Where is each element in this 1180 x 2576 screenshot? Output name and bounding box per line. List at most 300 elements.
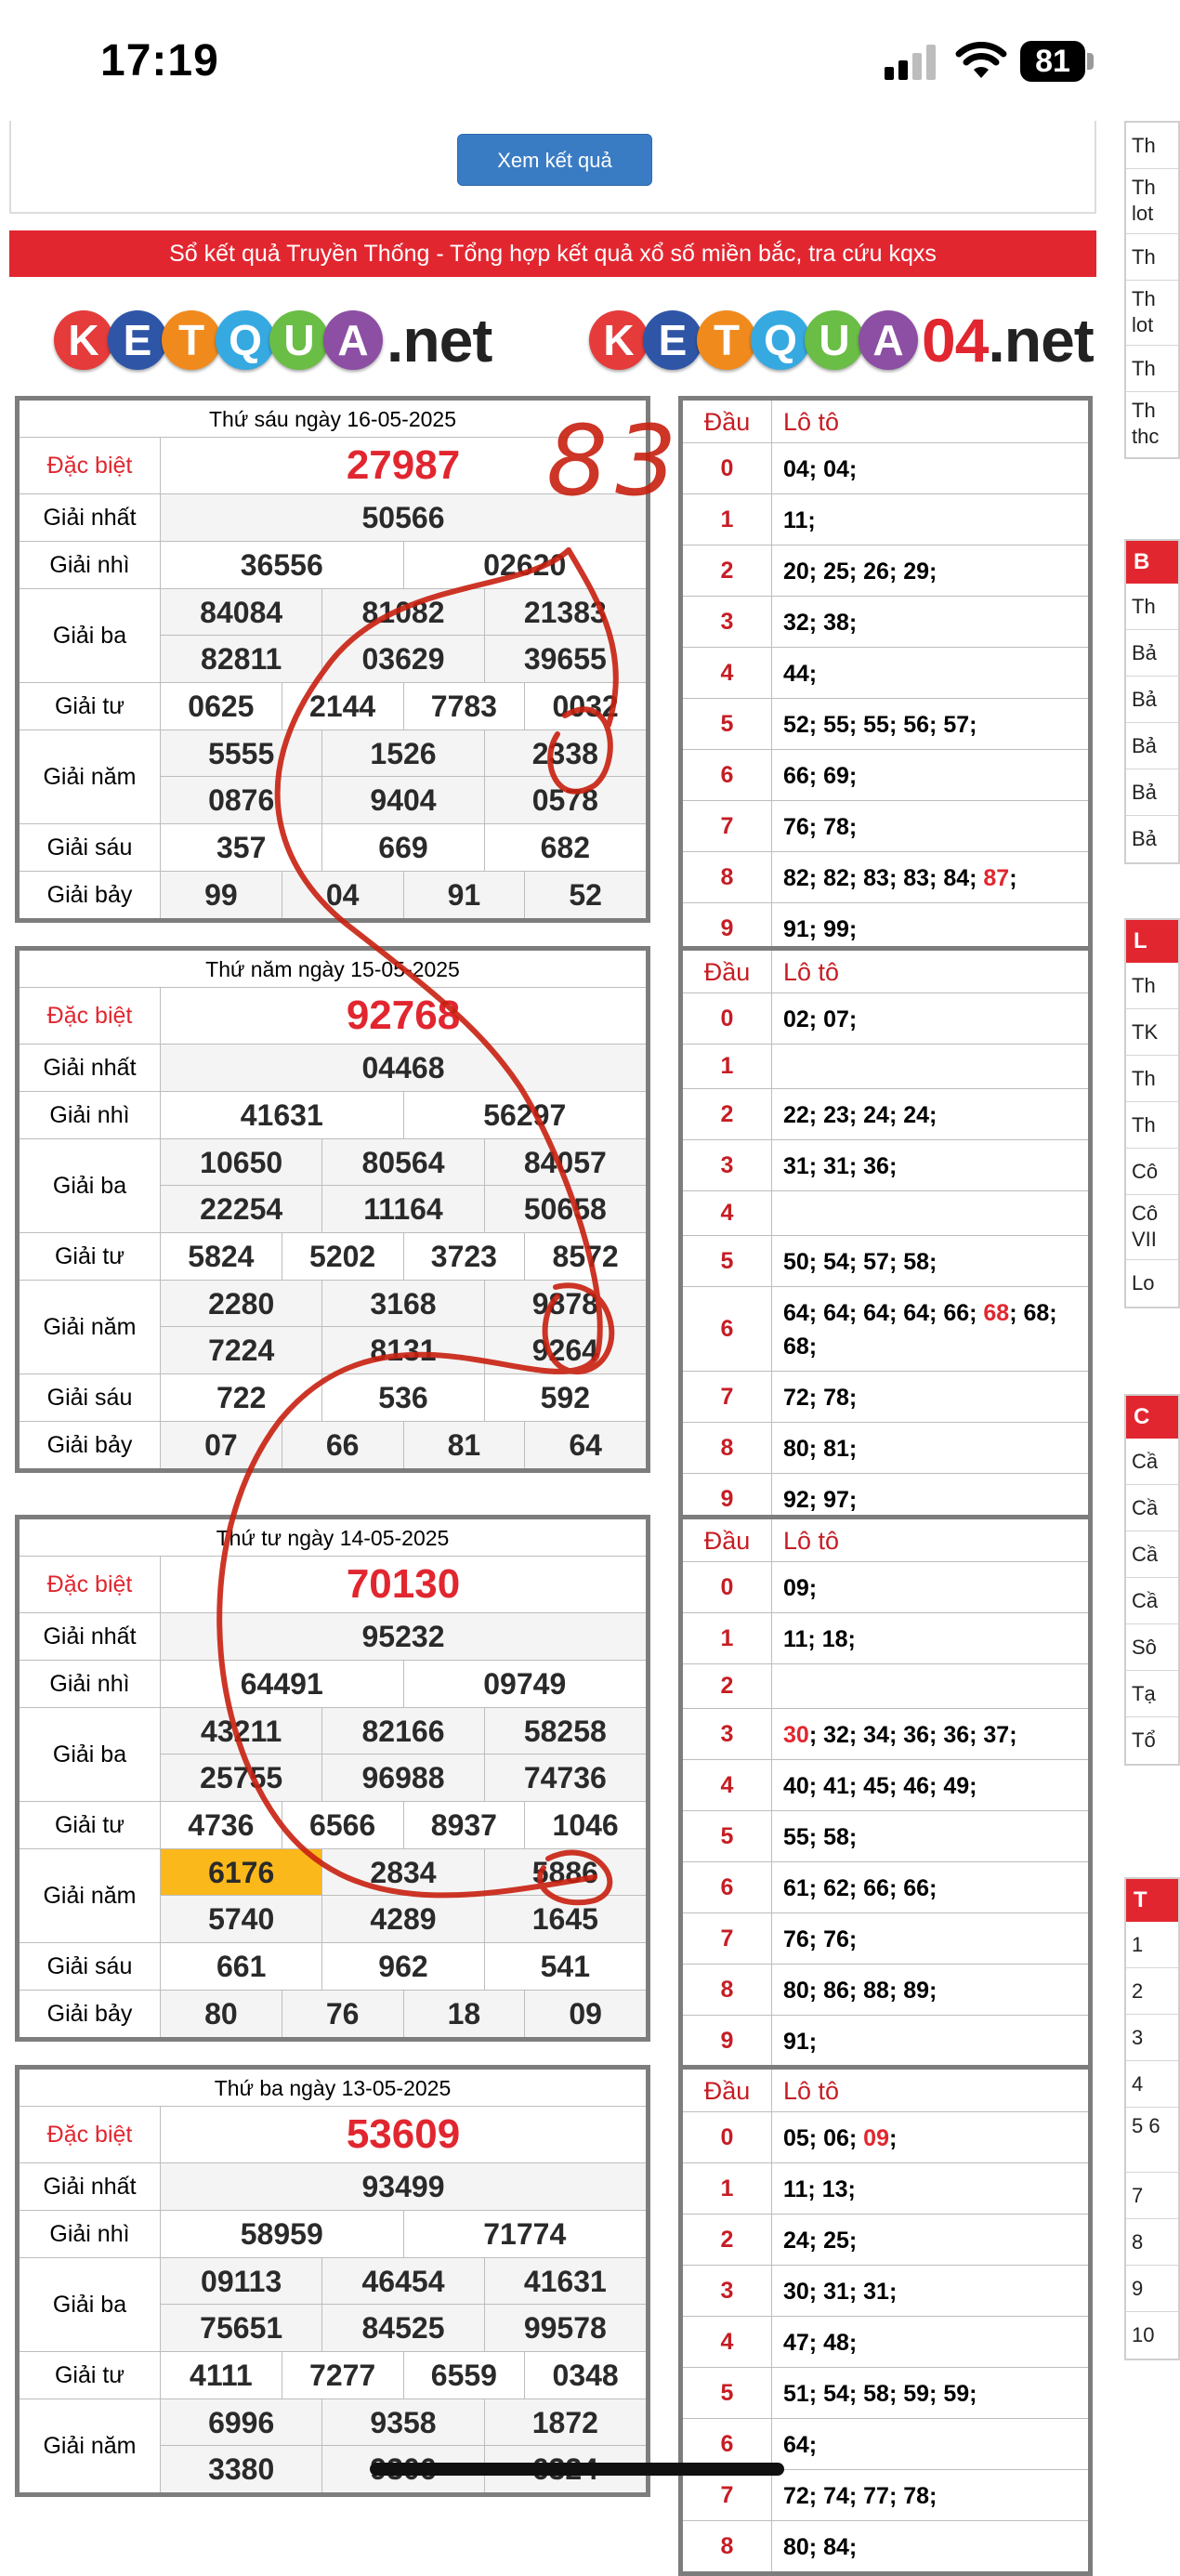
battery-icon: [1020, 41, 1095, 82]
prize-number: 75651: [161, 2305, 322, 2351]
prize-number: 03629: [322, 636, 484, 682]
sidebar-heading: C: [1126, 1396, 1178, 1439]
loto-head-digit: 7: [683, 801, 772, 851]
loto-values: 30; 32; 34; 36; 36; 37;: [783, 1722, 1017, 1748]
status-bar: [0, 0, 1154, 121]
prize-number: 58258: [523, 1715, 607, 1748]
prize-number: 669: [322, 824, 484, 871]
loto-head-digit: 4: [683, 1191, 772, 1235]
prize-number: 722: [161, 1374, 322, 1421]
loto-row: [683, 2215, 1088, 2266]
prize-number: 71774: [483, 2217, 567, 2251]
prize-number: 0032: [552, 690, 619, 723]
sidebar-link[interactable]: Cầ: [1126, 1439, 1178, 1485]
prize-row-fourth: [20, 683, 646, 730]
prize-number: 99578: [523, 2311, 607, 2345]
logo-letter: E: [108, 310, 167, 370]
loto-head-digit: 8: [683, 1965, 772, 2015]
loto-head-digit: 6: [683, 1862, 772, 1912]
loto-header: [683, 401, 1088, 443]
prize-row-fifth: [20, 1281, 646, 1374]
prize-number: 41631: [161, 1092, 404, 1138]
prize-number: 82166: [322, 1708, 484, 1754]
loto-values: 76; 76;: [783, 1926, 858, 1952]
loto-values: 02; 07;: [783, 1006, 858, 1032]
loto-values: 11; 13;: [783, 2176, 856, 2202]
loto-values: 64; 64; 64; 64; 66; 68; 68; 68;: [783, 1300, 1057, 1360]
prize-number: 41631: [523, 2265, 607, 2298]
prize-row-second: [20, 542, 646, 589]
loto-head-digit: 2: [683, 1664, 772, 1708]
highlighted-loto: 30: [783, 1722, 809, 1748]
prize-row-special: [20, 988, 646, 1045]
prize-label: Giải tư: [20, 2352, 161, 2399]
prize-label: Giải bảy: [20, 1422, 161, 1468]
prize-number: 9404: [322, 777, 484, 823]
sidebar-box: [1124, 918, 1180, 1308]
sidebar-link[interactable]: Th thc: [1132, 399, 1160, 448]
prize-row-sixth: [20, 1943, 646, 1991]
prize-number: 9358: [322, 2399, 484, 2445]
prize-row-fifth: [20, 1849, 646, 1943]
prize-number: 64491: [161, 1661, 404, 1707]
prize-number: 0578: [531, 783, 598, 817]
prize-label: Giải nhì: [20, 542, 161, 588]
loto-row: [683, 648, 1088, 699]
prize-number: 8572: [552, 1240, 619, 1273]
prize-number: 3723: [404, 1233, 526, 1280]
loto-row: [683, 494, 1088, 545]
logo-letter: T: [697, 310, 756, 370]
loto-values: 11; 18;: [783, 1626, 856, 1652]
prize-number: 592: [540, 1381, 591, 1414]
loto-row: [683, 750, 1088, 801]
loto-head-digit: 2: [683, 545, 772, 596]
sidebar-box: [1124, 121, 1180, 459]
prize-number: 09749: [483, 1667, 567, 1701]
loto-values: 05; 06; 09;: [783, 2125, 898, 2151]
loto-header: [683, 1519, 1088, 1562]
sidebar-link[interactable]: 8: [1126, 2219, 1178, 2266]
prize-row-second: [20, 2211, 646, 2258]
prize-label: Đặc biệt: [20, 2107, 161, 2162]
loto-values: 47; 48;: [783, 2330, 858, 2356]
prize-number: 99: [161, 872, 282, 918]
loto-row: [683, 1287, 1088, 1372]
loto-head-digit: 9: [683, 903, 772, 953]
prize-label: Giải năm: [20, 730, 161, 823]
loto-values: 72; 74; 77; 78;: [783, 2483, 937, 2509]
sidebar-box: [1124, 539, 1180, 864]
sidebar-link[interactable]: Th: [1126, 584, 1178, 630]
loto-values: 55; 58;: [783, 1824, 858, 1850]
prize-number: 64: [569, 1428, 602, 1462]
loto-header-label: Lô tô: [783, 958, 840, 986]
prize-label: Giải ba: [20, 2258, 161, 2351]
sidebar-link[interactable]: Cô: [1126, 1149, 1178, 1195]
prize-number: 09113: [161, 2258, 322, 2304]
loto-row: [683, 1811, 1088, 1862]
loto-row: [683, 2016, 1088, 2066]
loto-values: 80; 86; 88; 89;: [783, 1978, 937, 2004]
prize-label: Giải nhì: [20, 2211, 161, 2257]
prize-number: 2338: [531, 737, 598, 770]
prize-label: Đặc biệt: [20, 988, 161, 1044]
prize-number: 84525: [322, 2305, 484, 2351]
prize-label: Giải tư: [20, 683, 161, 729]
loto-row: [683, 699, 1088, 750]
loto-values: 11;: [783, 507, 816, 533]
prize-number: 6566: [282, 1802, 404, 1848]
prize-number: 02620: [483, 548, 567, 582]
prize-number: 36556: [161, 542, 404, 588]
loto-head-digit: 7: [683, 1372, 772, 1422]
loto-values: 30; 31; 31;: [783, 2279, 898, 2305]
sidebar-link[interactable]: Bả: [1126, 769, 1178, 816]
loto-values: 80; 81;: [783, 1436, 858, 1462]
prize-number: 1046: [552, 1808, 619, 1842]
prize-label: Giải nhất: [20, 2163, 161, 2210]
highlighted-loto: 68: [983, 1300, 1010, 1326]
prize-label: Giải sáu: [20, 824, 161, 871]
sidebar-link[interactable]: 3: [1126, 2015, 1178, 2061]
loto-head-digit: 0: [683, 1562, 772, 1612]
home-indicator[interactable]: [370, 2463, 784, 2476]
result-table-13-05: [15, 2065, 650, 2497]
main-content: [0, 121, 1115, 2560]
loto-values: 61; 62; 66; 66;: [783, 1875, 937, 1901]
prize-number: 536: [322, 1374, 484, 1421]
loto-head-digit: 8: [683, 1423, 772, 1473]
prize-row-special: [20, 1557, 646, 1613]
dau-header: Đầu: [683, 401, 772, 442]
table-date: Thứ tư ngày 14-05-2025: [20, 1519, 646, 1557]
prize-number: 7277: [282, 2352, 404, 2399]
loto-head-digit: 3: [683, 1140, 772, 1190]
loto-values: 32; 38;: [783, 610, 858, 636]
prize-row-first: [20, 2163, 646, 2211]
prize-number: 1526: [322, 730, 484, 776]
prize-number: 07: [161, 1422, 282, 1468]
sidebar-link[interactable]: Bả: [1126, 630, 1178, 677]
loto-table-13-05: [678, 2065, 1093, 2576]
loto-row: [683, 2368, 1088, 2419]
loto-head-digit: 0: [683, 443, 772, 493]
prize-label: Giải năm: [20, 2399, 161, 2492]
loto-values: 91; 99;: [783, 916, 858, 942]
loto-values: 66; 69;: [783, 763, 858, 789]
sidebar-link[interactable]: 9: [1126, 2266, 1178, 2312]
loto-row: [683, 545, 1088, 597]
sidebar-link[interactable]: 2: [1126, 1968, 1178, 2015]
prize-number: 04: [282, 872, 404, 918]
loto-values: 51; 54; 58; 59; 59;: [783, 2381, 977, 2407]
result-table-14-05: [15, 1515, 650, 2042]
loto-head-digit: 9: [683, 1474, 772, 1524]
prize-number: 9878: [531, 1287, 598, 1321]
logo-letter: U: [805, 310, 864, 370]
prize-number: 0348: [552, 2359, 619, 2392]
prize-number: 5202: [282, 1233, 404, 1280]
loto-row: [683, 1372, 1088, 1423]
highlighted-loto: 87: [983, 865, 1010, 891]
logo-letter: Q: [751, 310, 810, 370]
prize-number: 84057: [523, 1146, 607, 1179]
sidebar-link[interactable]: 1: [1126, 1922, 1178, 1968]
sidebar-link[interactable]: 4: [1126, 2061, 1178, 2108]
prize-number: 0876: [161, 777, 322, 823]
prize-label: Giải nhất: [20, 494, 161, 541]
ketqua04-net-logo[interactable]: [589, 299, 1094, 381]
loto-row: [683, 993, 1088, 1045]
loto-head-digit: 4: [683, 648, 772, 698]
loto-row: [683, 1562, 1088, 1613]
prize-number: 50658: [523, 1192, 607, 1226]
prize-number: 962: [322, 1943, 484, 1990]
prize-row-sixth: [20, 1374, 646, 1422]
prize-row-seventh: [20, 1991, 646, 2037]
logo-suffix: .net: [387, 306, 492, 375]
prize-number: 18: [404, 1991, 526, 2037]
loto-head-digit: 0: [683, 2112, 772, 2162]
prize-row-first: [20, 1613, 646, 1661]
prize-number: 39655: [523, 642, 607, 676]
loto-values: 24; 25;: [783, 2228, 858, 2254]
prize-number: 58959: [161, 2211, 404, 2257]
sidebar-link[interactable]: Bả: [1132, 827, 1157, 850]
loto-values: 31; 31; 36;: [783, 1153, 898, 1179]
special-prize-number: 27987: [346, 442, 461, 488]
loto-head-digit: 6: [683, 1287, 772, 1371]
cellular-signal-icon: [885, 45, 940, 80]
prize-number: 74736: [523, 1761, 607, 1794]
loto-header-label: Lô tô: [783, 2077, 840, 2105]
loto-row: [683, 443, 1088, 494]
special-prize-number: 70130: [346, 1561, 461, 1607]
prize-number: 80: [161, 1991, 282, 2037]
prize-number: 8131: [322, 1327, 484, 1373]
sidebar-link[interactable]: TK: [1126, 1009, 1178, 1056]
prize-row-fourth: [20, 1802, 646, 1849]
prize-number: 357: [161, 824, 322, 871]
right-sidebar: [1121, 121, 1160, 2498]
ketqua-net-logo[interactable]: [54, 299, 492, 381]
logo-letter: T: [162, 310, 221, 370]
loto-values: 82; 82; 83; 83; 84; 87;: [783, 865, 1017, 891]
loto-values: 64;: [783, 2432, 818, 2458]
prize-label: Giải ba: [20, 1708, 161, 1801]
prize-number: 56297: [483, 1098, 567, 1132]
sidebar-link[interactable]: Th: [1126, 1056, 1178, 1102]
special-prize-number: 92768: [346, 992, 461, 1038]
loto-row: [683, 1913, 1088, 1965]
loto-values: [772, 1664, 1088, 1708]
prize-row-second: [20, 1092, 646, 1139]
sidebar-link[interactable]: 7: [1126, 2173, 1178, 2219]
prize-label: Giải nhất: [20, 1045, 161, 1091]
prize-row-fourth: [20, 2352, 646, 2399]
prize-label: Giải năm: [20, 1281, 161, 1373]
prize-number: 3380: [161, 2446, 322, 2492]
loto-head-digit: 8: [683, 2521, 772, 2571]
loto-values: 80; 84;: [783, 2534, 858, 2560]
prize-label: Giải tư: [20, 1233, 161, 1280]
sidebar-link[interactable]: Cầ: [1126, 1578, 1178, 1624]
loto-row: [683, 1045, 1088, 1089]
loto-head-digit: 3: [683, 1709, 772, 1759]
prize-label: Giải nhất: [20, 1613, 161, 1660]
prize-number: 50566: [361, 501, 445, 534]
wifi-icon: [955, 41, 1007, 80]
loto-row: [683, 852, 1088, 903]
loto-head-digit: 9: [683, 2016, 772, 2066]
sidebar-heading: B: [1126, 541, 1178, 584]
dau-header: Đầu: [683, 2070, 772, 2111]
loto-head-digit: 1: [683, 494, 772, 545]
prize-number: 96988: [322, 1755, 484, 1801]
loto-head-digit: 7: [683, 2470, 772, 2520]
sidebar-link[interactable]: Cầ: [1126, 1485, 1178, 1531]
loto-row: [683, 1423, 1088, 1474]
prize-row-third: [20, 1708, 646, 1802]
handwritten-note: 83: [546, 404, 685, 518]
prize-number: 95232: [361, 1620, 445, 1653]
sidebar-link[interactable]: Lo: [1132, 1271, 1155, 1295]
prize-number: 2834: [322, 1849, 484, 1895]
sidebar-link[interactable]: Bả: [1126, 677, 1178, 723]
prize-label: Giải nhì: [20, 1661, 161, 1707]
loto-head-digit: 2: [683, 2215, 772, 2265]
loto-head-digit: 5: [683, 1811, 772, 1861]
loto-head-digit: 7: [683, 1913, 772, 1964]
loto-values: 52; 55; 55; 56; 57;: [783, 712, 977, 738]
prize-row-fourth: [20, 1233, 646, 1281]
sidebar-link[interactable]: Th: [1126, 963, 1178, 1009]
prize-number: 7224: [161, 1327, 322, 1373]
loto-head-digit: 1: [683, 1613, 772, 1663]
loto-values: 76; 78;: [783, 814, 858, 840]
logo-letter: U: [269, 310, 329, 370]
prize-number: 46454: [322, 2258, 484, 2304]
loto-values: 50; 54; 57; 58;: [783, 1249, 937, 1275]
loto-row: [683, 1613, 1088, 1664]
prize-number: 04468: [361, 1051, 445, 1084]
loto-row: [683, 1965, 1088, 2016]
highlighted-loto: 09: [863, 2125, 889, 2151]
prize-number: 81: [404, 1422, 526, 1468]
prize-row-first: [20, 494, 646, 542]
sidebar-link[interactable]: Th: [1126, 234, 1178, 281]
prize-row-fifth: [20, 2399, 646, 2492]
loto-head-digit: 4: [683, 2317, 772, 2367]
logo-letter: A: [323, 310, 383, 370]
sidebar-link[interactable]: Th: [1126, 346, 1178, 392]
sidebar-link[interactable]: Th: [1126, 123, 1178, 169]
prize-row-special: [20, 438, 646, 494]
loto-head-digit: 3: [683, 597, 772, 647]
loto-row: [683, 1140, 1088, 1191]
loto-header: [683, 2070, 1088, 2112]
loto-table-15-05: [678, 946, 1093, 1529]
prize-row-third: [20, 589, 646, 683]
loto-head-digit: 5: [683, 1236, 772, 1286]
prize-number: 43211: [161, 1708, 322, 1754]
sidebar-link[interactable]: Cầ: [1126, 1531, 1178, 1578]
loto-row: [683, 2163, 1088, 2215]
sidebar-link[interactable]: Tạ: [1126, 1671, 1178, 1717]
prize-number: 7783: [404, 683, 526, 729]
sidebar-link[interactable]: Cô VII: [1126, 1195, 1178, 1260]
prize-number: 5824: [161, 1233, 282, 1280]
logo-letter: K: [589, 310, 649, 370]
loto-row: [683, 2317, 1088, 2368]
prize-row-sixth: [20, 824, 646, 872]
loto-row: [683, 2470, 1088, 2521]
prize-label: Giải bảy: [20, 1991, 161, 2037]
prize-label: Giải sáu: [20, 1374, 161, 1421]
loto-head-digit: 6: [683, 750, 772, 800]
view-results-button[interactable]: Xem kết quả: [457, 134, 652, 186]
prize-number: 82811: [161, 636, 322, 682]
dau-header: Đầu: [683, 951, 772, 992]
loto-table-14-05: [678, 1515, 1093, 2070]
prize-number: 4111: [161, 2352, 282, 2399]
sidebar-link[interactable]: Bả: [1126, 723, 1178, 769]
loto-values: 20; 25; 26; 29;: [783, 559, 937, 585]
loto-values: 22; 23; 24; 24;: [783, 1102, 937, 1128]
table-date: Thứ năm ngày 15-05-2025: [20, 951, 646, 988]
loto-row: [683, 1664, 1088, 1709]
loto-values: 91;: [783, 2029, 818, 2055]
loto-head-digit: 6: [683, 2419, 772, 2469]
loto-row: [683, 1709, 1088, 1760]
loto-row: [683, 1089, 1088, 1140]
result-table-16-05: [15, 396, 650, 923]
loto-row: [683, 1862, 1088, 1913]
prize-number: 66: [282, 1422, 404, 1468]
loto-values: 92; 97;: [783, 1487, 858, 1513]
sidebar-link[interactable]: Sô: [1126, 1624, 1178, 1671]
prize-number: 84084: [161, 589, 322, 635]
prize-row-second: [20, 1661, 646, 1708]
search-panel: [9, 121, 1096, 214]
sidebar-link[interactable]: 5 6: [1126, 2108, 1178, 2173]
prize-number: 6559: [404, 2352, 526, 2399]
page-banner: Sổ kết quả Truyền Thống - Tổng hợp kết quả xổ số miền bắc, tra cứu kqxs: [9, 230, 1096, 277]
prize-number: 1645: [531, 1902, 598, 1936]
result-table-15-05: [15, 946, 650, 1473]
loto-head-digit: 1: [683, 1045, 772, 1088]
battery-level: 81: [1020, 41, 1085, 82]
sidebar-link[interactable]: Th lot: [1126, 169, 1178, 234]
sidebar-link[interactable]: 10: [1132, 2323, 1155, 2346]
prize-label: Giải ba: [20, 589, 161, 682]
dau-header: Đầu: [683, 1519, 772, 1561]
loto-values: 44;: [783, 661, 818, 687]
prize-number: 6996: [161, 2399, 322, 2445]
prize-number: 5740: [161, 1896, 322, 1942]
prize-number: 21383: [523, 596, 607, 629]
sidebar-link[interactable]: Tổ: [1132, 1728, 1156, 1752]
prize-row-special: [20, 2107, 646, 2163]
prize-row-first: [20, 1045, 646, 1092]
sidebar-link[interactable]: Th lot: [1126, 281, 1178, 346]
logo-letter: Q: [216, 310, 275, 370]
sidebar-heading: T: [1126, 1879, 1178, 1922]
prize-number: 1872: [531, 2406, 598, 2439]
prize-number: 76: [282, 1991, 404, 2037]
sidebar-link[interactable]: Th: [1126, 1102, 1178, 1149]
